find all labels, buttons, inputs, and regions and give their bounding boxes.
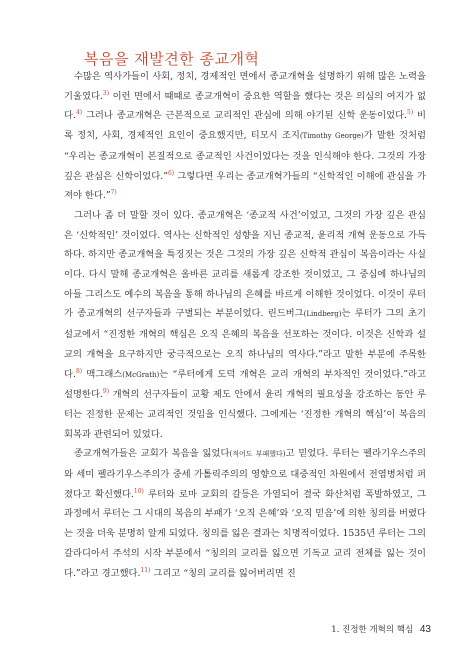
- footnote-marker: 9): [102, 388, 110, 396]
- text-run: 개혁의 선구자들이 교황 제도 안에서 윤리 개혁의 필요성을 강조하는 동안 루터는 진정한 문제는 교리적인 것임을 인식했다. 그에게는 ‘진정한 개혁의 핵심’이 복음의 회복과 관련되어 있었다.: [64, 389, 426, 440]
- footnote-marker: 6): [167, 169, 175, 177]
- text-run: 이런 면에서 때때로 종교개혁이 중요한 역할을 했다는 것은 의심의 여지가 없다.: [64, 90, 426, 122]
- text-run: 는 “루터에게 도덕 개혁은 교리 개혁의 부차적인 것이었다.”라고 설명한다.: [64, 368, 426, 401]
- footer-chapter-title: 1. 진정한 개혁의 핵심: [331, 625, 414, 635]
- footnote-marker: 4): [75, 109, 83, 117]
- text-run: 고 믿었다. 루터는 펠라기우스주의와 세미 펠라기우스주의가 중세 가톨릭주의의 영향으로 대중적인 차원에서 전염병처럼 퍼졌다고 확신했다.: [64, 448, 426, 500]
- original-name-annotation: (Timothy George): [299, 132, 364, 141]
- text-run: 맥그래스: [82, 368, 123, 380]
- original-name-annotation: (McGrath): [122, 370, 160, 379]
- page-footer: [331, 623, 431, 635]
- footnote-marker: 3): [102, 89, 110, 97]
- footnote-marker: 11): [140, 566, 151, 574]
- body-text: [64, 67, 426, 583]
- footnote-marker: 8): [75, 367, 83, 375]
- paragraph-1: [64, 67, 426, 206]
- footnote-marker: 10): [133, 487, 144, 495]
- original-name-annotation: (Lindberg): [303, 310, 342, 319]
- paragraph-2: [64, 206, 426, 444]
- text-run: 그러나 종교개혁은 근본적으로 교리적인 관심에 의해 야기된 신학 운동이었다.: [82, 110, 407, 122]
- text-run: 종교개혁가들은 교회가 복음을 잃었다: [74, 448, 230, 460]
- text-run: 는 루터가 그의 초기 설교에서 “진정한 개혁의 핵심은 오직 은혜의 복음을 선포하는 것이다. 이것은 신학과 설교의 개혁을 요구하지만 궁극적으로는 오직 하나님의 역사다.”라고 말한 부분에 주목한다.: [64, 308, 426, 380]
- paragraph-3: [64, 444, 426, 583]
- page-number: 43: [419, 624, 431, 635]
- section-heading: 복음을 재발견한 종교개혁: [84, 50, 260, 68]
- text-run: 가 말한 것처럼 “우리는 종교개혁이 본질적으로 종교적인 사건이었다는 것을 인식해야 한다. 그것의 가장 깊은 관심은 신학이었다.”: [64, 130, 426, 182]
- original-name-annotation: (적어도 부패했다): [229, 450, 286, 459]
- text-run: 루터와 로마 교회의 갈등은 가열되어 결국 화산처럼 폭발하였고, 그 과정에서 루터는 그 시대의 복음의 부패가 ‘오직 은혜’와 ‘오직 믿음’에 의한 칭의를 버렸다는 것을 더욱 분명히 알게 되었다. 칭의를 잃은 결과는 치명적이었다. 1535년 루터는 그의 갈라디아서 주석의 시작 부분에서 “칭의의 교리를 잃으면 기독교 교리 전체를 잃는 것이다.”라고 경고했다.: [64, 488, 426, 579]
- text-run: 비록 정치, 사회, 경제적인 요인이 중요했지만, 티모시 조지: [64, 110, 426, 142]
- text-run: 수많은 역사가들이 사회, 정치, 경제적인 면에서 종교개혁을 설명하기 위해 많은 노력을 기울였다.: [64, 71, 426, 102]
- text-run: 그리고 “칭의 교리를 잃어버리면 진: [150, 567, 296, 579]
- footnote-marker: 5): [407, 109, 414, 117]
- footnote-marker: 7): [110, 189, 117, 197]
- text-run: 그러나 좀 더 말할 것이 있다. 종교개혁은 ‘종교적 사건’이었고, 그것의 가장 깊은 관심은 ‘신학적인’ 것이었다. 역사는 신학적인 성향을 지닌 종교적, 윤리적 개혁 운동으로 가득하다. 하지만 종교개혁을 특징짓는 것은 그것의 가장 깊은 신학적 관심이 복음이라는 사실이다. 다시 말해 종교개혁은 올바른 교리를 새롭게 강조한 것이었고, 그 중심에 하나님의 아들 그리스도 예수의 복음을 통해 하나님의 은혜를 바르게 이해한 것이었다. 이것이 루터가 종교개혁의 선구자들과 구별되는 부분이었다. 린드버그: [64, 209, 426, 320]
- text-run: 그렇다면 우리는 종교개혁가들의 “신학적인 이해에 관심을 가져야 한다.”: [64, 170, 426, 202]
